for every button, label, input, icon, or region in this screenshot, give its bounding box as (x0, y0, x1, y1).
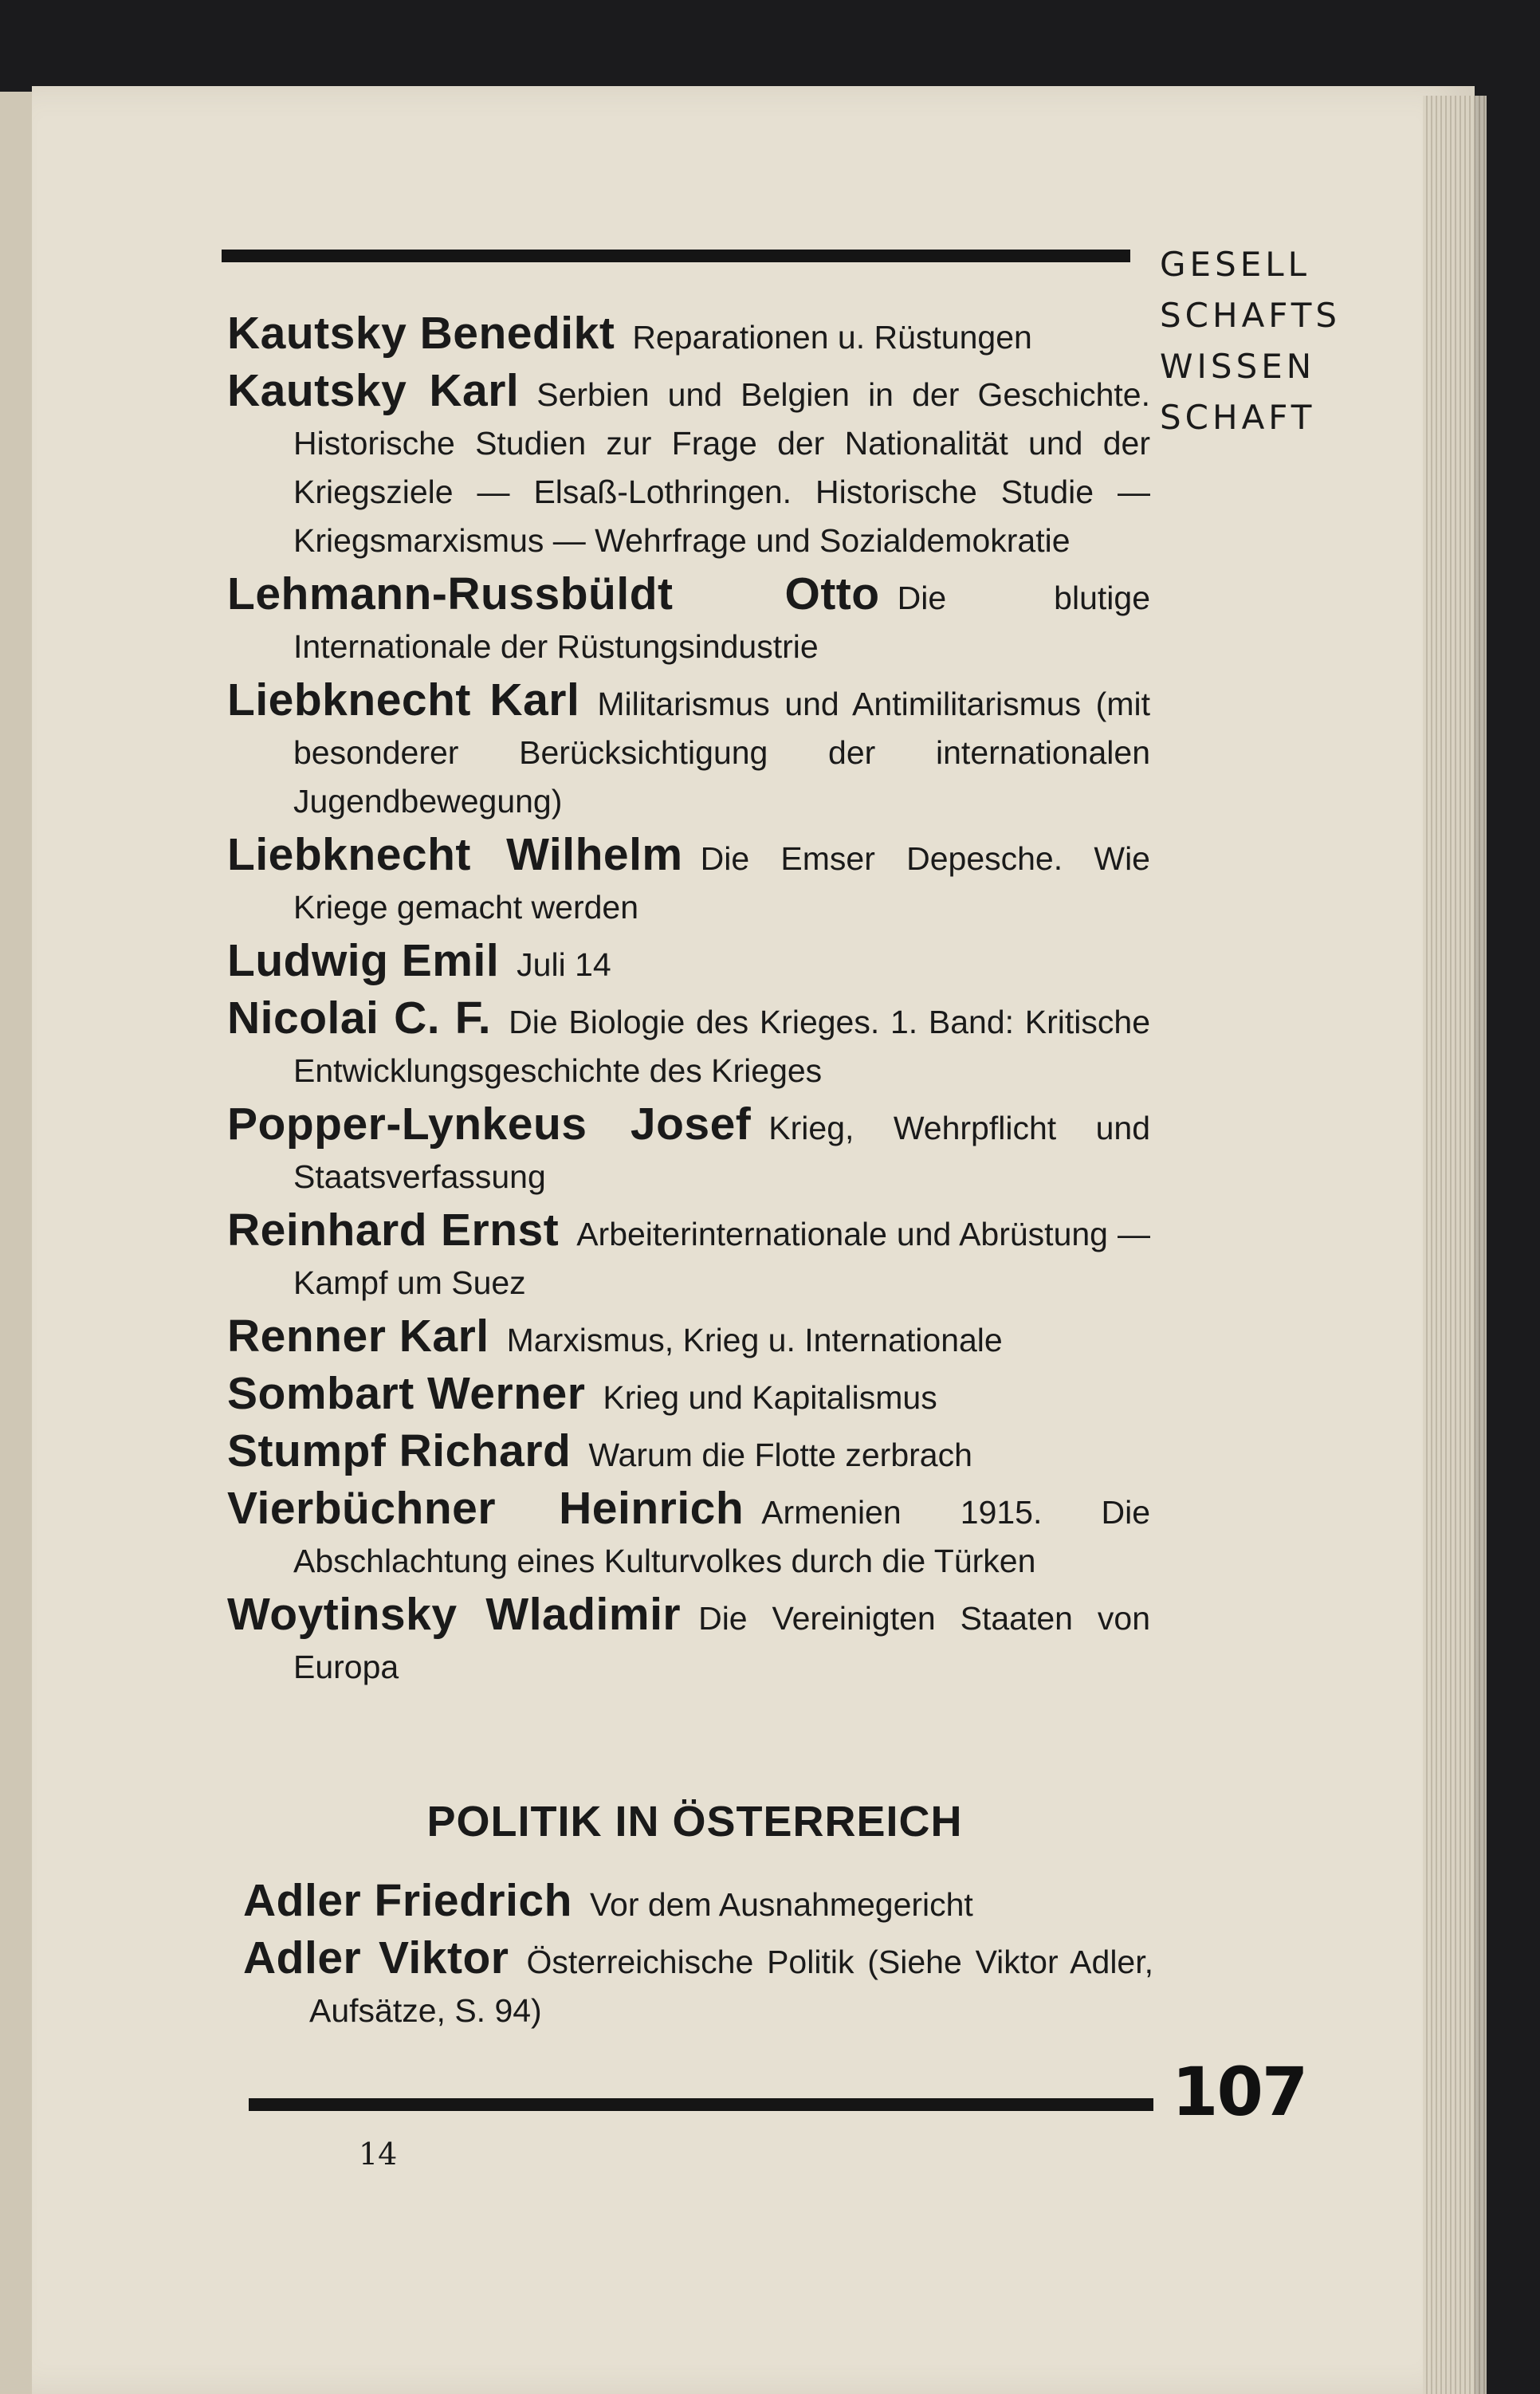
author-name: Liebknecht Wilhelm (227, 829, 683, 880)
list-item (227, 937, 1150, 989)
signature-number: 14 (359, 2137, 398, 2172)
list-item (227, 367, 1150, 565)
list-item (227, 1590, 1150, 1692)
section-label-line: SCHAFTS (1160, 296, 1342, 335)
author-name: Liebknecht Karl (227, 674, 580, 725)
list-item (227, 309, 1150, 362)
work-titles: Serbien und Belgien in der Geschichte. Historische Studien zur Frage der Nationalität und der Kriegsziele — Elsaß-Lothringen. Historische Studie — Kriegsmarxismus — Wehrfrage und Sozialdemokratie (293, 376, 1150, 559)
list-item (227, 676, 1150, 826)
list-item (227, 1370, 1150, 1422)
author-name: Adler Viktor (243, 1932, 509, 1983)
page-number: 107 (1172, 2053, 1307, 2131)
list-item (227, 1206, 1150, 1307)
list-item (227, 570, 1150, 671)
list-item (243, 1934, 1153, 2035)
page-stack-edge (1423, 96, 1487, 2394)
list-item (227, 831, 1150, 932)
list-item (227, 1100, 1150, 1201)
author-name: Woytinsky Wladimir (227, 1589, 682, 1640)
bottom-rule (249, 2098, 1153, 2111)
work-titles: Armenien 1915. Die Abschlachtung eines Kulturvolkes durch die Türken (293, 1494, 1150, 1579)
author-name: Sombart Werner (227, 1368, 586, 1419)
bibliography-list (227, 309, 1150, 1692)
author-name: Popper-Lynkeus Josef (227, 1099, 752, 1150)
work-titles: Die Biologie des Krieges. 1. Band: Kritische Entwicklungsgeschichte des Krieges (293, 1004, 1151, 1089)
work-titles: Österreichische Politik (Siehe Viktor Adler, Aufsätze, S. 94) (309, 1944, 1154, 2029)
author-name: Stumpf Richard (227, 1425, 572, 1476)
section-heading: POLITIK IN ÖSTERREICH (426, 1798, 963, 1846)
bibliography-list-austria (243, 1877, 1153, 2035)
list-item (227, 1312, 1150, 1365)
author-name: Ludwig Emil (227, 935, 500, 986)
work-titles: Militarismus und Antimilitarismus (mit besonderer Berücksichtigung der internationalen Jugendbewegung) (293, 686, 1150, 820)
author-name: Adler Friedrich (243, 1875, 572, 1926)
work-titles: Marxismus, Krieg u. Internationale (506, 1322, 1003, 1358)
section-label (1160, 239, 1367, 443)
list-item (227, 994, 1150, 1095)
list-item (243, 1877, 1153, 1929)
author-name: Lehmann-Russbüldt Otto (227, 568, 880, 619)
author-name: Vierbüchner Heinrich (227, 1483, 744, 1534)
section-label-line: GESELL (1160, 245, 1311, 284)
section-label-line: SCHAFT (1160, 398, 1316, 437)
author-name: Kautsky Benedikt (227, 308, 615, 359)
list-item (227, 1427, 1150, 1480)
author-name: Nicolai C. F. (227, 993, 492, 1044)
work-titles: Reparationen u. Rüstungen (632, 319, 1032, 356)
adjacent-page-edge (0, 92, 35, 2394)
list-item (227, 1484, 1150, 1586)
work-titles: Krieg und Kapitalismus (603, 1379, 937, 1416)
author-name: Renner Karl (227, 1311, 489, 1362)
author-name: Kautsky Karl (227, 365, 520, 416)
work-titles: Krieg, Wehrpflicht und Staatsverfassung (293, 1110, 1150, 1195)
work-titles: Arbeiterinternationale und Abrüstung — Kampf um Suez (293, 1216, 1150, 1301)
work-titles: Warum die Flotte zerbrach (588, 1437, 972, 1473)
section-label-line: WISSEN (1160, 347, 1316, 386)
work-titles: Juli 14 (517, 946, 611, 983)
work-titles: Die Vereinigten Staaten von Europa (293, 1600, 1150, 1685)
top-rule (222, 250, 1130, 262)
work-titles: Die Emser Depesche. Wie Kriege gemacht werden (293, 840, 1150, 926)
author-name: Reinhard Ernst (227, 1205, 560, 1256)
work-titles: Vor dem Ausnahmegericht (589, 1886, 973, 1923)
work-titles: Die blutige Internationale der Rüstungsindustrie (293, 580, 1150, 665)
